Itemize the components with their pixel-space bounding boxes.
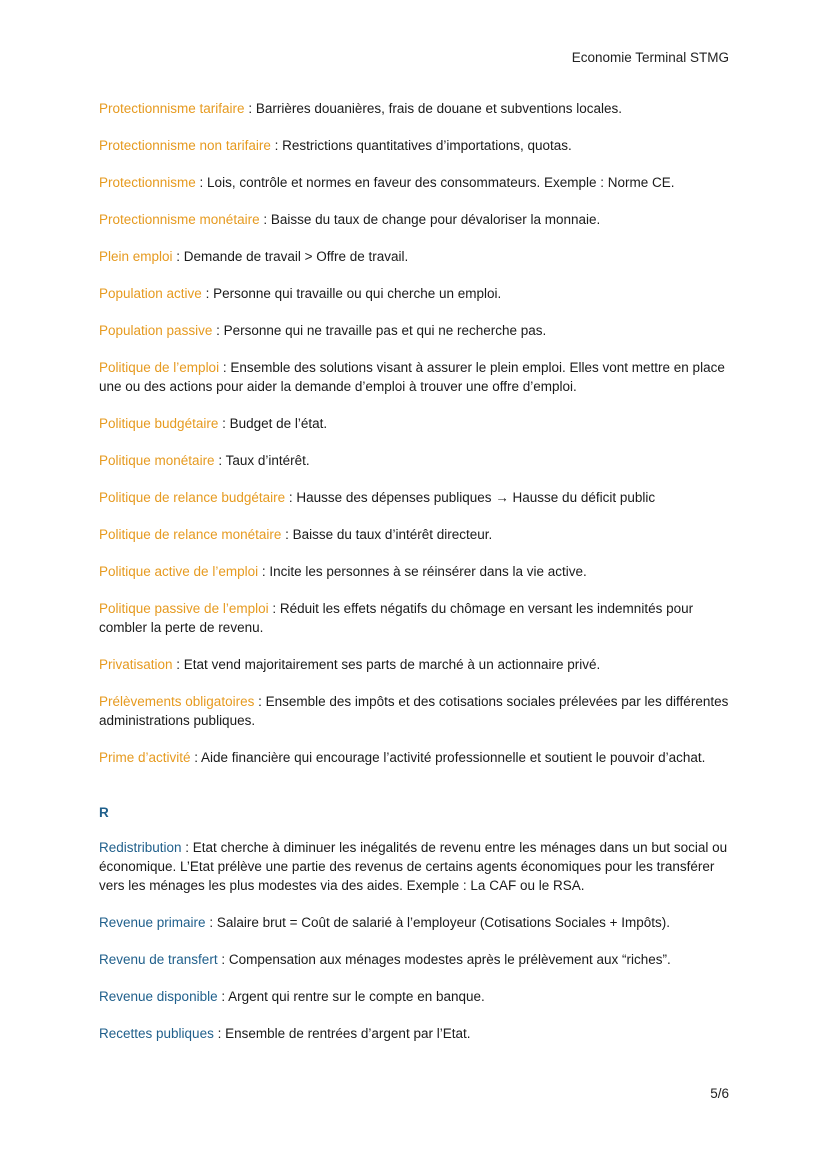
glossary-entry bbox=[99, 136, 729, 155]
glossary-entry bbox=[99, 692, 729, 730]
entry-term: Protectionnisme non tarifaire bbox=[99, 138, 271, 153]
entry-definition: : Barrières douanières, frais de douane et subventions locales. bbox=[244, 101, 623, 116]
entry-definition: : Salaire brut = Coût de salarié à l’employeur (Cotisations Sociales + Impôts). bbox=[205, 915, 671, 930]
entry-term: Recettes publiques bbox=[99, 1026, 214, 1041]
glossary-entry bbox=[99, 987, 729, 1006]
entry-definition: : Baisse du taux de change pour dévaloriser la monnaie. bbox=[259, 212, 601, 227]
glossary-content bbox=[99, 99, 729, 1061]
entry-term: Politique passive de l’emploi bbox=[99, 601, 269, 616]
entry-term: Revenu de transfert bbox=[99, 952, 218, 967]
entry-definition: : Taux d’intérêt. bbox=[214, 453, 310, 468]
entry-term: Privatisation bbox=[99, 657, 173, 672]
glossary-entry bbox=[99, 284, 729, 303]
entry-definition: : Compensation aux ménages modestes après le prélèvement aux “riches”. bbox=[217, 952, 671, 967]
entry-term: Plein emploi bbox=[99, 249, 173, 264]
entry-term: Politique de relance budgétaire bbox=[99, 490, 286, 505]
page-header: Economie Terminal STMG bbox=[571, 50, 729, 65]
entry-definition: : Hausse des dépenses publiques → Hausse du déficit public bbox=[285, 490, 656, 505]
glossary-entry bbox=[99, 451, 729, 470]
entry-term: Politique monétaire bbox=[99, 453, 215, 468]
entry-definition: : Incite les personnes à se réinsérer dans la vie active. bbox=[258, 564, 587, 579]
glossary-entry bbox=[99, 748, 729, 767]
entry-definition: : Ensemble de rentrées d’argent par l’Etat. bbox=[213, 1026, 471, 1041]
entry-term: Politique de l’emploi bbox=[99, 360, 220, 375]
entry-definition: : Etat cherche à diminuer les inégalités de revenu entre les ménages dans un but social ou économique. L’Etat prélève une partie des revenus de certains agents économiques pour les transférer vers les ménages les plus modestes via des aides. Exemple : La CAF ou le RSA. bbox=[99, 840, 728, 893]
glossary-entry bbox=[99, 414, 729, 433]
entry-term: Revenue primaire bbox=[99, 915, 206, 930]
entry-term: Politique active de l’emploi bbox=[99, 564, 259, 579]
entry-term: Population active bbox=[99, 286, 202, 301]
glossary-entry bbox=[99, 358, 729, 396]
entry-term: Protectionnisme bbox=[99, 175, 196, 190]
entry-definition: : Lois, contrôle et normes en faveur des consommateurs. Exemple : Norme CE. bbox=[195, 175, 675, 190]
entry-definition: : Aide financière qui encourage l’activité professionnelle et soutient le pouvoir d’achat. bbox=[190, 750, 706, 765]
entry-term: Redistribution bbox=[99, 840, 182, 855]
glossary-entry bbox=[99, 599, 729, 637]
page-number: 5/6 bbox=[710, 1086, 729, 1101]
glossary-entry bbox=[99, 950, 729, 969]
entry-term: Population passive bbox=[99, 323, 213, 338]
entry-term: Politique de relance monétaire bbox=[99, 527, 282, 542]
glossary-entry bbox=[99, 247, 729, 266]
entry-definition: : Demande de travail > Offre de travail. bbox=[172, 249, 409, 264]
glossary-entry bbox=[99, 913, 729, 932]
entries-r bbox=[99, 838, 729, 1043]
entry-definition: : Restrictions quantitatives d’importations, quotas. bbox=[270, 138, 572, 153]
entry-term: Protectionnisme tarifaire bbox=[99, 101, 245, 116]
entries-p bbox=[99, 99, 729, 767]
entry-term: Revenue disponible bbox=[99, 989, 218, 1004]
glossary-entry bbox=[99, 321, 729, 340]
entry-definition: : Ensemble des impôts et des cotisations sociales prélevées par les différentes administrations publiques. bbox=[99, 694, 729, 728]
glossary-entry bbox=[99, 173, 729, 192]
entry-term: Protectionnisme monétaire bbox=[99, 212, 260, 227]
glossary-entry bbox=[99, 488, 729, 507]
glossary-entry bbox=[99, 525, 729, 544]
entry-definition: : Argent qui rentre sur le compte en banque. bbox=[217, 989, 485, 1004]
entry-term: Prime d’activité bbox=[99, 750, 191, 765]
glossary-entry bbox=[99, 1024, 729, 1043]
entry-term: Prélèvements obligatoires bbox=[99, 694, 255, 709]
glossary-entry bbox=[99, 562, 729, 581]
glossary-entry bbox=[99, 99, 729, 118]
entry-definition: : Réduit les effets négatifs du chômage en versant les indemnités pour combler la perte de revenu. bbox=[99, 601, 694, 635]
entry-definition: : Budget de l’état. bbox=[218, 416, 328, 431]
section-letter-r: R bbox=[99, 805, 109, 820]
entry-definition: : Baisse du taux d’intérêt directeur. bbox=[281, 527, 493, 542]
glossary-entry bbox=[99, 655, 729, 674]
entry-definition: : Ensemble des solutions visant à assurer le plein emploi. Elles vont mettre en place une ou des actions pour aider la demande d’emploi à trouver une offre d’emploi. bbox=[99, 360, 725, 394]
glossary-entry bbox=[99, 210, 729, 229]
glossary-entry bbox=[99, 838, 729, 895]
entry-definition: : Etat vend majoritairement ses parts de marché à un actionnaire privé. bbox=[172, 657, 601, 672]
entry-definition: : Personne qui travaille ou qui cherche un emploi. bbox=[201, 286, 502, 301]
entry-term: Politique budgétaire bbox=[99, 416, 219, 431]
entry-definition: : Personne qui ne travaille pas et qui ne recherche pas. bbox=[212, 323, 547, 338]
